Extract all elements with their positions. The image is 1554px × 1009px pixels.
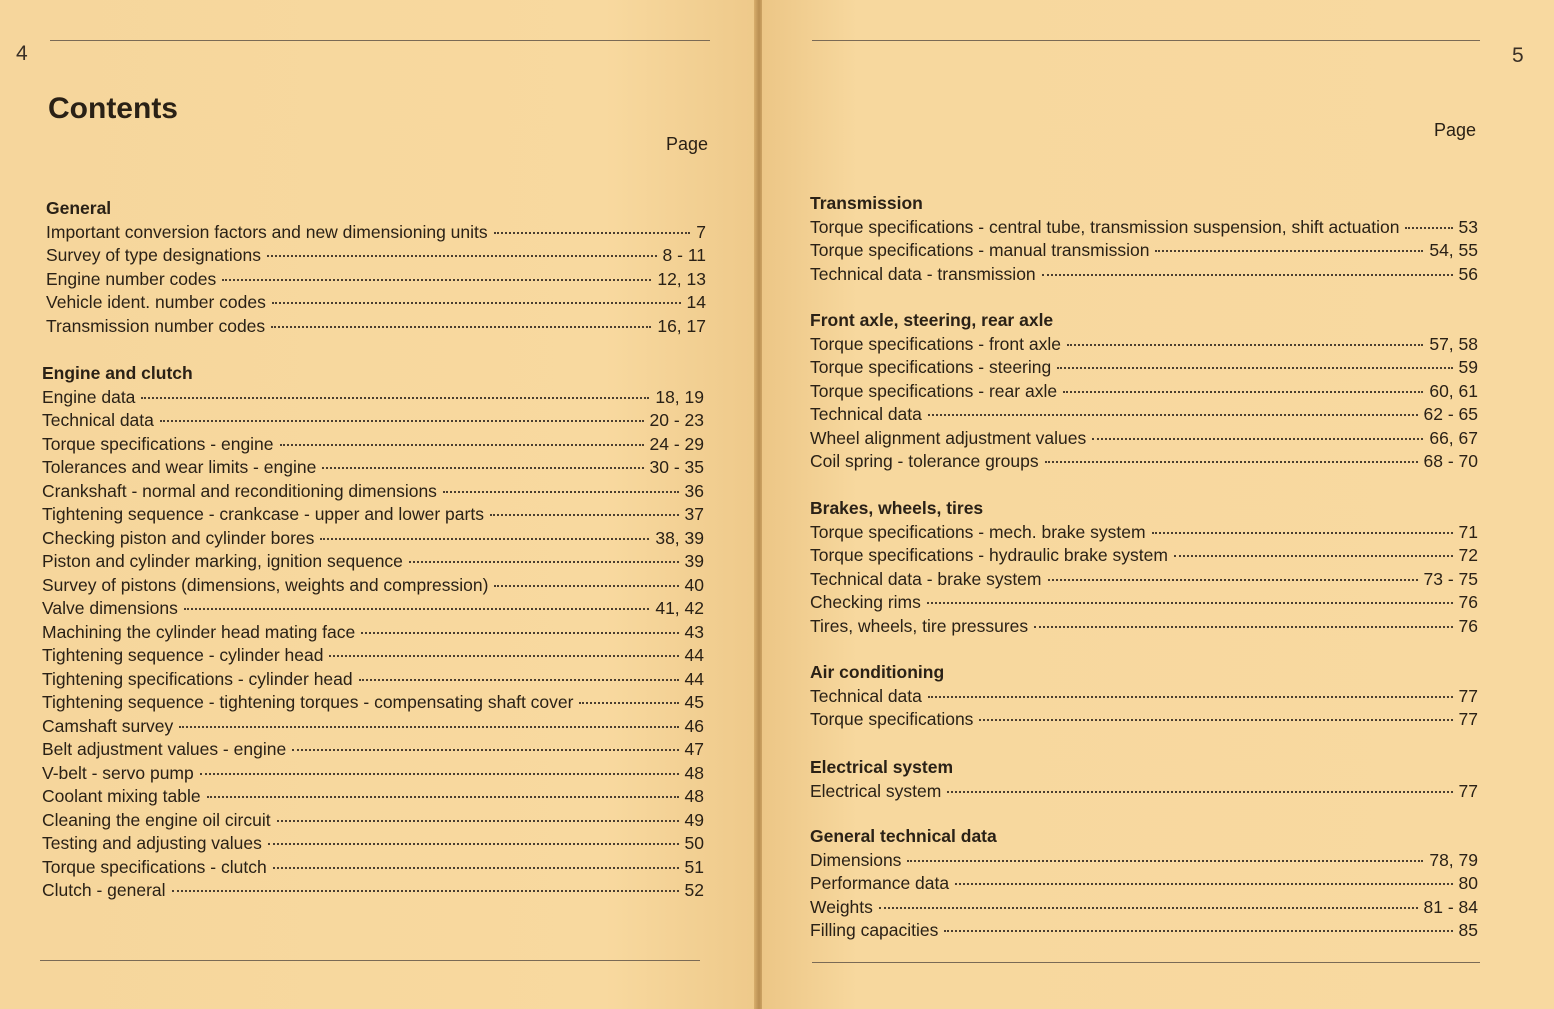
leader-dots [947,791,1452,793]
entry-page: 36 [684,480,704,501]
entry-label: Machining the cylinder head mating face [42,621,356,642]
entry-page: 49 [684,809,704,830]
entry-label: Wheel alignment adjustment values [810,427,1087,448]
toc-entry[interactable] [42,503,704,527]
leader-dots [944,930,1452,932]
entry-label: Torque specifications - central tube, transmission suspension, shift actuation [810,216,1400,237]
toc-entry[interactable] [810,872,1478,896]
leader-dots [200,773,679,775]
toc-entry[interactable] [46,221,706,245]
entry-page: 50 [684,833,704,853]
entry-label: Torque specifications - rear axle [810,380,1058,401]
entry-page: 16, 17 [657,315,706,336]
leader-dots [141,397,649,399]
toc-entry[interactable] [42,644,704,668]
entry-page: 44 [684,668,704,689]
leader-dots [1067,344,1423,346]
leader-dots [322,467,643,469]
toc-entry[interactable] [42,550,704,574]
entry-page: 12, 13 [657,268,706,289]
entry-page: 71 [1458,521,1478,542]
toc-entry[interactable] [46,268,706,292]
section-heading: Air conditioning [810,662,945,682]
toc-entry[interactable] [42,386,704,410]
entry-page: 47 [684,739,704,759]
entry-label: Torque specifications - hydraulic brake system [810,545,1168,565]
entry-page: 80 [1458,873,1478,893]
entry-label: Technical data - transmission [810,263,1036,284]
leader-dots [494,232,691,234]
leader-dots [172,890,679,892]
toc-entry[interactable] [42,668,704,692]
toc-entry[interactable] [42,809,704,833]
leader-dots [1045,461,1418,463]
leader-dots [1155,250,1423,252]
entry-label: V-belt - servo pump [42,762,194,783]
leader-dots [1048,579,1418,581]
entry-page: 77 [1458,685,1478,706]
entry-page: 39 [684,551,704,571]
entry-page: 37 [684,504,704,524]
toc-entry[interactable] [42,621,704,645]
top-rule [50,40,710,41]
entry-page: 48 [684,762,704,783]
toc-entry[interactable] [810,263,1478,287]
toc-entry[interactable] [42,715,704,739]
leader-dots [928,414,1418,416]
leader-dots [329,655,678,657]
leader-dots [928,696,1453,698]
page-number: 5 [1512,44,1524,67]
toc-entry[interactable] [810,356,1478,380]
section-brakes [810,497,1478,638]
toc-list [810,216,1478,287]
entry-page: 40 [684,574,704,595]
entry-label: Tolerances and wear limits - engine [42,457,317,477]
toc-entry[interactable] [810,896,1478,920]
leader-dots [361,632,678,634]
toc-entry[interactable] [42,738,704,762]
toc-entry[interactable] [810,521,1478,545]
entry-label: Belt adjustment values - engine [42,739,287,759]
toc-list [810,685,1478,732]
entry-label: Transmission number codes [46,315,266,336]
toc-entry[interactable] [810,239,1478,263]
leader-dots [292,749,678,751]
leader-dots [955,883,1452,885]
entry-page: 85 [1458,920,1478,940]
toc-list [810,333,1478,474]
entry-page: 18, 19 [655,386,704,407]
entry-page: 51 [684,856,704,877]
toc-entry[interactable] [810,403,1478,427]
entry-label: Torque specifications - manual transmission [810,240,1150,260]
leader-dots [1034,626,1452,628]
leader-dots [222,279,651,281]
entry-page: 45 [684,692,704,712]
entry-label: Coolant mixing table [42,786,201,806]
leader-dots [320,538,649,540]
toc-entry[interactable] [810,849,1478,873]
entry-label: Valve dimensions [42,598,178,618]
entry-label: Engine data [42,386,136,407]
toc-entry[interactable] [810,615,1478,639]
leader-dots [277,820,679,822]
entry-label: Technical data [42,410,154,430]
entry-label: Tightening sequence - cylinder head [42,645,324,665]
entry-page: 76 [1458,615,1478,636]
entry-page: 46 [684,715,704,736]
entry-page: 14 [686,292,706,312]
leader-dots [267,255,657,257]
entry-page: 60, 61 [1429,380,1478,401]
section-electrical-system [810,756,1478,803]
toc-entry[interactable] [42,832,704,856]
entry-page: 77 [1458,780,1478,801]
entry-page: 68 - 70 [1423,451,1478,471]
entry-label: Tightening sequence - crankcase - upper and lower parts [42,504,484,524]
leader-dots [579,702,678,704]
entry-page: 24 - 29 [649,433,704,454]
entry-label: Technical data [810,404,922,424]
page-column-header: Page [666,134,709,154]
entry-page: 7 [696,221,706,242]
leader-dots [1152,532,1453,534]
leader-dots [1063,391,1423,393]
entry-page: 66, 67 [1429,427,1478,448]
entry-page: 44 [684,645,704,665]
toc-entry[interactable] [810,380,1478,404]
leader-dots [490,514,679,516]
section-heading: Front axle, steering, rear axle [810,310,1054,330]
leader-dots [280,444,644,446]
entry-label: Electrical system [810,780,942,801]
toc-entry[interactable] [42,480,704,504]
toc-list [42,386,704,903]
leader-dots [1405,227,1452,229]
toc-entry[interactable] [42,527,704,551]
toc-list [810,780,1478,804]
entry-label: Torque specifications - mech. brake system [810,521,1146,542]
entry-page: 38, 39 [655,527,704,548]
section-heading: General [46,198,112,218]
toc-entry[interactable] [42,456,704,480]
leader-dots [879,907,1418,909]
entry-label: Torque specifications - clutch [42,856,267,877]
toc-entry[interactable] [42,856,704,880]
entry-label: Torque specifications [810,709,974,729]
entry-label: Checking piston and cylinder bores [42,527,315,548]
section-front-axle [810,309,1478,474]
leader-dots [1174,555,1453,557]
toc-entry[interactable] [42,879,704,903]
toc-entry[interactable] [810,450,1478,474]
leader-dots [979,719,1452,721]
section-engine-and-clutch [42,362,704,903]
entry-label: Tightening sequence - tightening torques - compensating shaft cover [42,692,574,712]
entry-page: 41, 42 [655,598,704,618]
toc-entry[interactable] [46,244,706,268]
entry-label: Torque specifications - engine [42,433,274,454]
leader-dots [494,585,678,587]
section-general-technical-data [810,825,1478,943]
entry-label: Performance data [810,873,950,893]
leader-dots [268,843,679,845]
entry-page: 76 [1458,592,1478,612]
toc-list [46,221,706,339]
entry-label: Vehicle ident. number codes [46,292,266,312]
toc-entry[interactable] [810,780,1478,804]
entry-label: Tightening specifications - cylinder head [42,668,353,689]
entry-label: Camshaft survey [42,715,174,736]
toc-list [810,521,1478,639]
entry-page: 43 [684,621,704,642]
leader-dots [1057,367,1452,369]
page-number: 4 [16,42,28,65]
entry-label: Torque specifications - steering [810,357,1052,377]
toc-entry[interactable] [42,433,704,457]
entry-label: Piston and cylinder marking, ignition sequence [42,551,403,571]
leader-dots [1042,274,1453,276]
section-heading: Electrical system [810,757,954,777]
entry-page: 73 - 75 [1423,568,1478,589]
entry-label: Technical data - brake system [810,568,1042,589]
entry-page: 30 - 35 [649,457,704,477]
entry-label: Testing and adjusting values [42,833,262,853]
toc-entry[interactable] [46,291,706,315]
toc-entry[interactable] [42,597,704,621]
entry-page: 56 [1458,263,1478,284]
toc-entry[interactable] [42,691,704,715]
page-title: Contents [48,92,178,125]
toc-entry[interactable] [46,315,706,339]
entry-page: 54, 55 [1429,240,1478,260]
leader-dots [179,726,678,728]
entry-label: Technical data [810,685,922,706]
entry-label: Crankshaft - normal and reconditioning dimensions [42,480,437,501]
toc-entry[interactable] [810,919,1478,943]
entry-page: 81 - 84 [1423,896,1478,917]
entry-label: Clutch - general [42,880,166,900]
section-air-conditioning [810,661,1478,732]
toc-entry[interactable] [810,591,1478,615]
section-heading: Transmission [810,193,923,213]
entry-label: Dimensions [810,849,902,870]
entry-label: Tires, wheels, tire pressures [810,615,1029,636]
left-page [0,0,757,1009]
section-heading: Engine and clutch [42,363,193,383]
entry-label: Filling capacities [810,920,939,940]
leader-dots [272,302,681,304]
toc-entry[interactable] [810,216,1478,240]
section-heading: General technical data [810,826,997,846]
entry-page: 59 [1458,357,1478,377]
entry-label: Important conversion factors and new dimensioning units [46,221,488,242]
toc-entry[interactable] [810,685,1478,709]
leader-dots [359,679,679,681]
leader-dots [1092,438,1423,440]
toc-entry[interactable] [42,574,704,598]
toc-entry[interactable] [810,333,1478,357]
leader-dots [207,796,679,798]
entry-page: 20 - 23 [649,410,704,430]
section-general [46,197,706,338]
right-page [762,0,1554,1009]
entry-label: Engine number codes [46,268,217,289]
entry-label: Cleaning the engine oil circuit [42,809,271,830]
toc-entry[interactable] [810,427,1478,451]
leader-dots [409,561,679,563]
toc-list [810,849,1478,943]
entry-page: 78, 79 [1429,849,1478,870]
leader-dots [927,602,1453,604]
entry-label: Survey of pistons (dimensions, weights and compression) [42,574,489,595]
leader-dots [273,867,679,869]
entry-label: Coil spring - tolerance groups [810,451,1039,471]
top-rule [812,40,1480,41]
entry-page: 72 [1458,545,1478,565]
toc-entry[interactable] [42,762,704,786]
bottom-rule [40,960,700,961]
entry-page: 57, 58 [1429,333,1478,354]
leader-dots [443,491,679,493]
entry-page: 62 - 65 [1423,404,1478,424]
toc-entry[interactable] [810,568,1478,592]
entry-page: 48 [684,786,704,806]
leader-dots [271,326,651,328]
leader-dots [907,860,1423,862]
section-heading: Brakes, wheels, tires [810,498,984,518]
entry-label: Weights [810,896,873,917]
entry-page: 52 [684,880,704,900]
entry-page: 8 - 11 [662,245,706,265]
entry-label: Survey of type designations [46,245,261,265]
toc-entry[interactable] [810,708,1478,732]
entry-label: Torque specifications - front axle [810,333,1061,354]
toc-entry[interactable] [42,785,704,809]
leader-dots [160,420,644,422]
leader-dots [184,608,649,610]
entry-label: Checking rims [810,592,921,612]
section-transmission [810,192,1478,286]
entry-page: 77 [1458,709,1478,729]
bottom-rule [812,962,1480,963]
toc-entry[interactable] [42,409,704,433]
page-column-header: Page [1434,120,1477,140]
entry-page: 53 [1458,216,1478,237]
toc-entry[interactable] [810,544,1478,568]
